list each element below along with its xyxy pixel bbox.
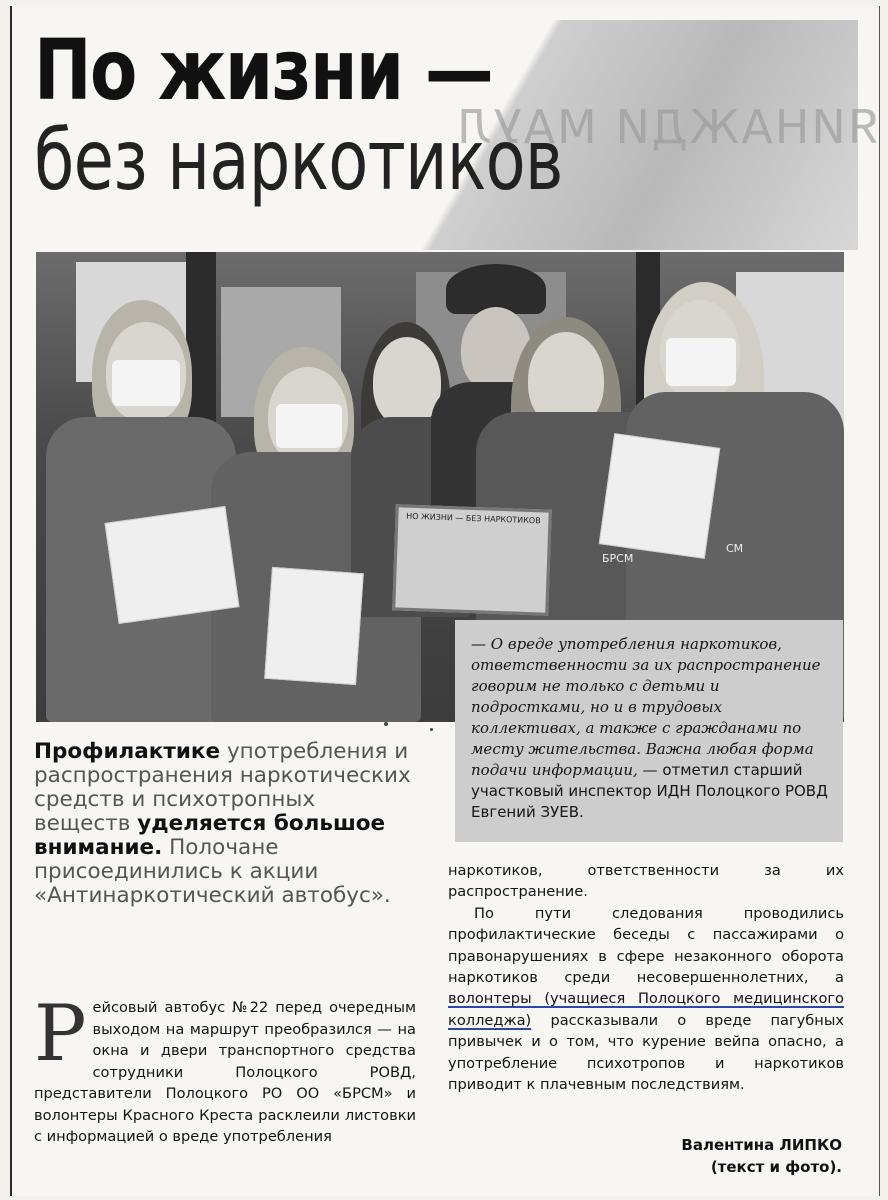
lead-text-1: употребления и распространения наркотических средств и психотропных веществ	[34, 739, 411, 836]
jacket-badge-right: СМ	[726, 542, 744, 555]
anti-drug-poster	[392, 504, 552, 615]
lead-bold-1: Профилактике	[34, 739, 221, 764]
scan-speck	[430, 728, 433, 731]
leaflet-stack-right	[599, 433, 721, 559]
right-p2-start: По пути следования проводились профилактические беседы с пассажирами о правонарушениях в сфере незаконного оборота наркотиков среди несовершеннолетних, а	[448, 904, 844, 987]
right-paragraph-2	[448, 903, 844, 1096]
lead-text-2: Полочане присоединились к акции «Антинаркотический автобус».	[34, 835, 391, 908]
right-paragraph-1: наркотиков, ответственности за их распространение.	[448, 862, 844, 901]
poster-title: НО ЖИЗНИ — БЕЗ НАРКОТИКОВ	[406, 511, 541, 526]
article-headline	[34, 21, 712, 209]
handwritten-underline: волонтеры (учащиеся Полоцкого медицинского колледжа)	[448, 990, 844, 1029]
article-lead	[34, 740, 414, 908]
byline	[681, 1134, 842, 1178]
lead-bold-2: уделяется большое внимание.	[34, 811, 386, 860]
drop-cap: Р	[34, 989, 87, 1079]
jacket-badge-left: БРСМ	[602, 552, 634, 565]
article-column-right	[448, 860, 844, 1095]
leaflet-stack-left	[104, 506, 239, 624]
headline-line-1: По жизни —	[34, 21, 493, 119]
headline-line-2: без наркотиков	[34, 111, 563, 209]
mirrored-background-text: ЯИНАЖДИ МАУЛ	[455, 100, 880, 154]
left-column-text: ейсовый автобус №22 перед очередным выходом на маршрут преобразился — на окна и двери транспортного средства сотрудники Полоцкого РОВД, представители Полоцкого РО ОО «БРСМ» и волонтеры Красного Креста расклеили листовки с информацией о вреде употребления	[34, 999, 416, 1145]
quote-box	[455, 620, 843, 842]
byline-credit: (текст и фото).	[710, 1158, 842, 1176]
article-column-left	[34, 989, 416, 1148]
scan-speck	[384, 722, 388, 726]
byline-author: Валентина ЛИПКО	[681, 1136, 842, 1154]
quote-italic: — О вреде употребления наркотиков, ответственности за их распространение говорим не только с детьми и подростками, но и в трудовых коллективах, а также с гражданами по месту жительства. Важна любая форма подачи информации, —	[471, 635, 821, 779]
leaflet-stack-middle	[264, 567, 364, 685]
right-p2-end: рассказывали о вреде пагубных привычек и о том, что курение вейпа опасно, а употребление психотропов и наркотиков приводит к плачевным последствиям.	[448, 1011, 844, 1094]
quote-attribution: отметил старший участковый инспектор ИДН Полоцкого РОВД Евгений ЗУЕВ.	[471, 761, 828, 821]
